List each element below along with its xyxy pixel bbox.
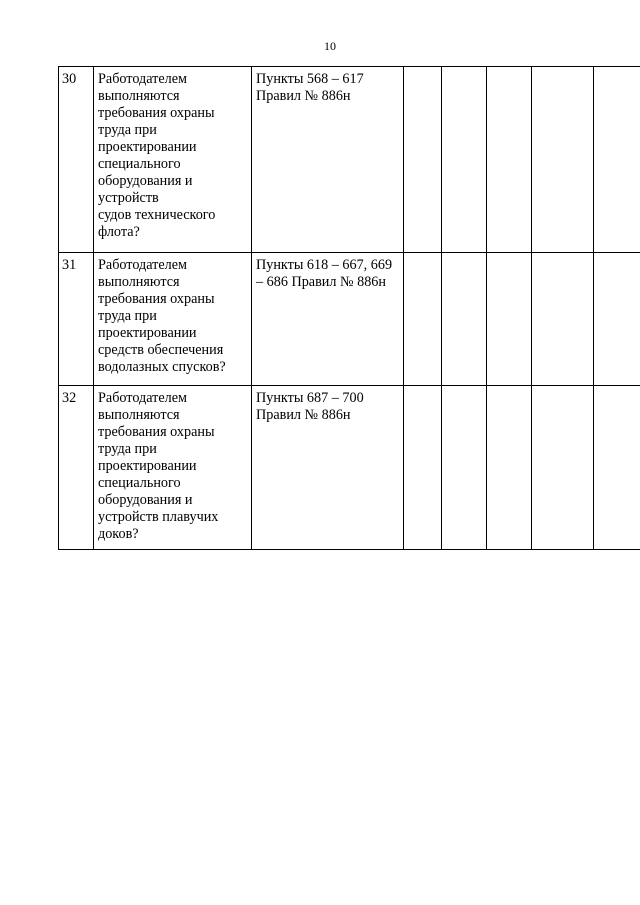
answer-not-applicable-cell <box>487 67 532 253</box>
table-row <box>59 386 640 550</box>
answer-yes-cell <box>404 67 442 253</box>
answer-yes-cell <box>404 386 442 550</box>
question-cell <box>94 67 252 253</box>
question-cell <box>94 253 252 386</box>
answer-extra-cell <box>532 386 594 550</box>
answer-no-cell <box>442 67 487 253</box>
reference-text: Пункты 618 – 667, 669 – 686 Правил № 886н <box>256 257 393 290</box>
row-number: 31 <box>62 257 77 273</box>
answer-not-applicable-cell <box>487 386 532 550</box>
notes-cell <box>594 253 640 386</box>
checklist-table <box>58 66 640 550</box>
question-cell <box>94 386 252 550</box>
reference-cell <box>252 67 404 253</box>
reference-text: Пункты 568 – 617 Правил № 886н <box>256 71 364 104</box>
answer-extra-cell <box>532 67 594 253</box>
reference-cell <box>252 253 404 386</box>
reference-cell <box>252 386 404 550</box>
row-number-cell <box>59 67 94 253</box>
row-number: 32 <box>62 390 77 406</box>
row-number-cell <box>59 386 94 550</box>
question-text: Работодателем выполняются требования охраны труда при проектировании специального оборудования и устройств судов технического флота? <box>98 71 216 240</box>
notes-cell <box>594 67 640 253</box>
answer-yes-cell <box>404 253 442 386</box>
reference-text: Пункты 687 – 700 Правил № 886н <box>256 390 364 423</box>
row-number: 30 <box>62 71 77 87</box>
answer-extra-cell <box>532 253 594 386</box>
table-row <box>59 253 640 386</box>
question-text: Работодателем выполняются требования охраны труда при проектировании специального оборудования и устройств плавучих доков? <box>98 390 219 542</box>
answer-no-cell <box>442 386 487 550</box>
notes-cell <box>594 386 640 550</box>
answer-no-cell <box>442 253 487 386</box>
question-text: Работодателем выполняются требования охраны труда при проектировании средств обеспечения водолазных спусков? <box>98 257 226 375</box>
table-row <box>59 67 640 253</box>
row-number-cell <box>59 253 94 386</box>
answer-not-applicable-cell <box>487 253 532 386</box>
page-number: 10 <box>324 39 336 53</box>
